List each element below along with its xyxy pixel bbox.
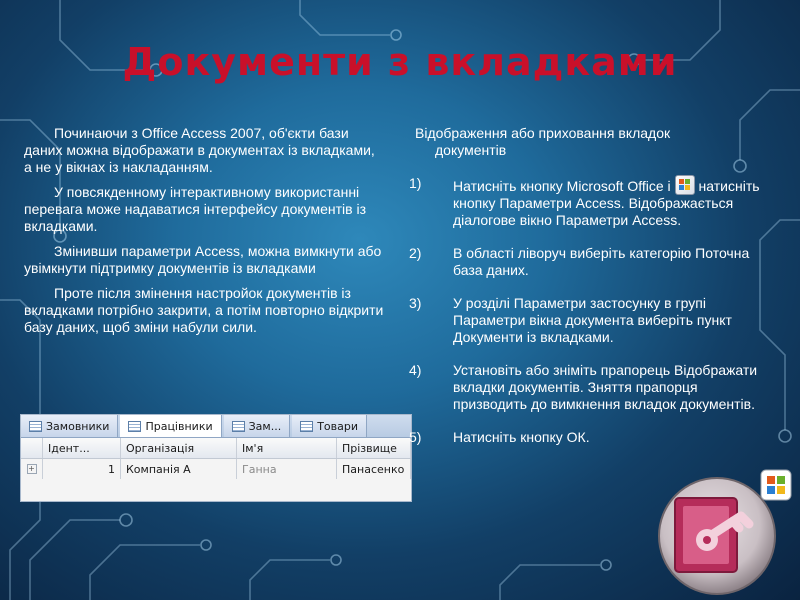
page-title: Документи з вкладками — [122, 40, 678, 84]
instructions-heading — [415, 125, 775, 159]
step-text: Установіть або зніміть прапорець Відображати вкладки документів. Зняття прапорця призводить до вимкнення вкладок документів. — [453, 362, 758, 412]
heading-line-2: документів — [435, 142, 507, 158]
table-tab-icon — [128, 421, 141, 432]
tab-label: Зам... — [248, 419, 282, 433]
tab-customers[interactable] — [21, 415, 118, 437]
expand-icon[interactable]: + — [28, 464, 35, 473]
row-selector-header[interactable] — [21, 438, 43, 458]
list-item — [405, 245, 775, 279]
table-tab-icon — [300, 421, 313, 432]
cell-first-name[interactable]: Ганна — [237, 459, 337, 479]
tab-label: Товари — [317, 419, 359, 433]
list-item — [405, 362, 775, 413]
tab-label: Замовники — [46, 419, 110, 433]
left-paragraph-1: Починаючи з Office Access 2007, об'єкти бази даних можна відображати в документах із вкладками, а не у вікнах із накладанням. — [24, 125, 375, 175]
access-key-logo-icon — [655, 468, 795, 596]
document-tab-strip — [21, 415, 411, 438]
left-paragraph-4: Проте після змінення настройок документів із вкладками потрібно закрити, а потім повторно відкрити базу даних, щоб зміни набули сили. — [24, 285, 384, 335]
column-header-organization[interactable]: Організація — [121, 438, 237, 458]
office-button-icon — [675, 175, 695, 195]
step-number: 5) — [409, 429, 422, 445]
tabbed-documents-screenshot — [20, 414, 412, 502]
list-item — [405, 295, 775, 346]
step-number: 4) — [409, 362, 422, 378]
heading-line-1: Відображення або приховання вкладок — [415, 125, 671, 141]
step-number: 2) — [409, 245, 422, 261]
column-header-first-name[interactable]: Ім'я — [237, 438, 337, 458]
step-number: 3) — [409, 295, 422, 311]
step-text: У розділі Параметри застосунку в групі Параметри вікна документа виберіть пункт Документи із вкладками. — [453, 295, 732, 345]
right-text-column — [405, 125, 775, 462]
tab-orders[interactable] — [224, 415, 291, 437]
step-text: Натисніть кнопку ОК. — [453, 429, 590, 445]
cell-last-name[interactable]: Панасенко — [337, 459, 411, 479]
list-item — [405, 175, 775, 229]
steps-list — [405, 175, 775, 446]
left-paragraph-3: Змінивши параметри Access, можна вимкнути або увімкнути підтримку документів із вкладками — [24, 243, 382, 276]
tab-employees[interactable] — [120, 415, 221, 437]
table-header-row — [21, 438, 411, 459]
tab-label: Працівники — [145, 419, 213, 433]
tab-products[interactable] — [292, 415, 367, 437]
table-tab-icon — [232, 421, 245, 432]
row-expand-cell[interactable] — [21, 459, 43, 479]
step-number: 1) — [409, 175, 422, 191]
step-text: В області ліворуч виберіть категорію Поточна база даних. — [453, 245, 750, 278]
table-tab-icon — [29, 421, 42, 432]
column-header-last-name[interactable]: Прізвище — [337, 438, 411, 458]
cell-id[interactable]: 1 — [43, 459, 121, 479]
column-header-id[interactable]: Ідент... — [43, 438, 121, 458]
table-row[interactable] — [21, 459, 411, 479]
step-text: натисніть кнопку Параметри Access. Відображається діалогове вікно Параметри Access. — [453, 178, 760, 228]
left-paragraph-2: У повсякденному інтерактивному використанні перевага може надаватися інтерфейсу документів із вкладками. — [24, 184, 366, 234]
left-text-column — [24, 125, 384, 344]
step-text: Натисніть кнопку Microsoft Office і — [453, 178, 671, 194]
list-item — [405, 429, 775, 446]
cell-organization[interactable]: Компанія А — [121, 459, 237, 479]
